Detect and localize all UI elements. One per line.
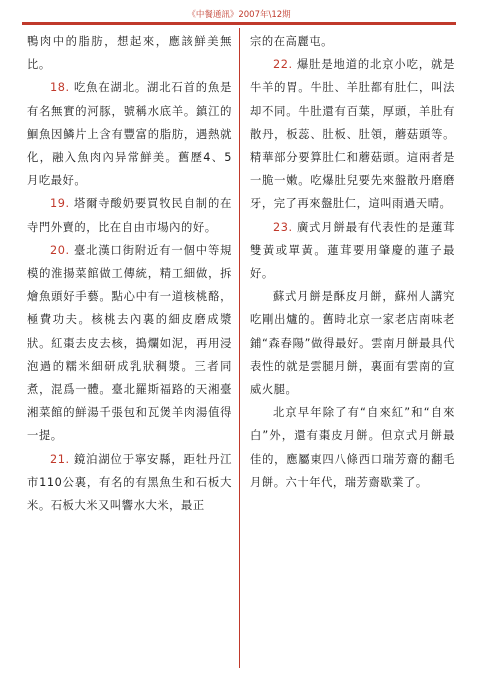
paragraph-continued: 宗的在高麗屯。 bbox=[250, 35, 333, 48]
item-21 bbox=[27, 448, 232, 518]
left-column bbox=[27, 30, 232, 517]
item-number-21: 21. bbox=[50, 452, 70, 466]
item-number-18: 18. bbox=[50, 81, 70, 95]
item-23 bbox=[250, 216, 455, 286]
paragraph-continued: 鴨肉中的脂肪，想起來，應該鮮美無比。 bbox=[27, 35, 232, 72]
paragraph-beijing-mooncake: 北京早年除了有“自來紅”和“自來白”外，還有棗皮月餅。但京式月餅最佳的，應屬東四八條西口瑞芳齋的翻毛月餅。六十年代，瑞芳齋歇業了。 bbox=[250, 406, 455, 489]
item-19 bbox=[27, 192, 232, 238]
item-20 bbox=[27, 239, 232, 448]
paragraph-suzhou-mooncake: 蘇式月餅是酥皮月餅，蘇州人講究吃剛出爐的。舊時北京一家老店南味老鋪“森春陽”做得最好。雲南月餅最具代表性的就是雲腿月餅，裏面有雲南的宣威火腿。 bbox=[250, 290, 455, 397]
item-text-18: 吃魚在湖北。湖北石首的魚是有名無實的河豚，號稱水底羊。鎮江的鮰魚因鱗片上含有豐富的脂肪，遇熱就化，融入魚肉內异常鮮美。舊歷4、5月吃最好。 bbox=[27, 81, 232, 188]
item-text-19: 塔爾寺酸奶要買牧民自制的在寺門外賣的，比在自由市場內的好。 bbox=[27, 197, 232, 234]
item-number-22: 22. bbox=[273, 58, 293, 72]
item-number-20: 20. bbox=[50, 243, 70, 257]
item-22 bbox=[250, 53, 455, 215]
column-divider bbox=[239, 28, 240, 668]
header-rule bbox=[22, 22, 456, 25]
right-column bbox=[250, 30, 455, 494]
item-text-21: 鏡泊湖位于寧安縣，距牡丹江市110公裏，有名的有黑魚生和石板大米。石板大米又叫響水大米，最正 bbox=[27, 452, 232, 513]
item-18 bbox=[27, 76, 232, 192]
page-header: 《中餐通訊》2007年\12期 bbox=[187, 10, 291, 20]
item-text-22: 爆肚是地道的北京小吃，就是牛羊的胃。牛肚、羊肚都有肚仁，叫法却不同。牛肚還有百葉，厚頭，羊肚有散丹，板蕊、肚板、肚領，蘑菇頭等。精華部分要算肚仁和蘑菇頭。這兩者是一脆一嫩。吃爆肚兒要先來盤散丹磨磨牙，完了再來盤肚仁，這叫雨過天晴。 bbox=[250, 58, 455, 211]
item-number-23: 23. bbox=[273, 220, 293, 234]
item-number-19: 19. bbox=[50, 197, 70, 211]
item-text-23: 廣式月餅最有代表性的是蓮茸雙黃或單黃。蓮茸要用肇慶的蓮子最好。 bbox=[250, 220, 455, 281]
item-text-20: 臺北漢口街附近有一個中等規模的淮揚菜館做工傳統，精工細做，拆燴魚頭好手藝。點心中有一道核桃酪，極費功夫。核桃去內裏的細皮磨成漿狀。紅棗去皮去核，搗爛如泥，再用浸泡過的糯米細研成乳狀稠漿。三者同煮，混爲一體。臺北羅斯福路的天湘臺湘菜館的鮮湯千張包和瓦煲羊肉湯值得一提。 bbox=[27, 243, 232, 443]
